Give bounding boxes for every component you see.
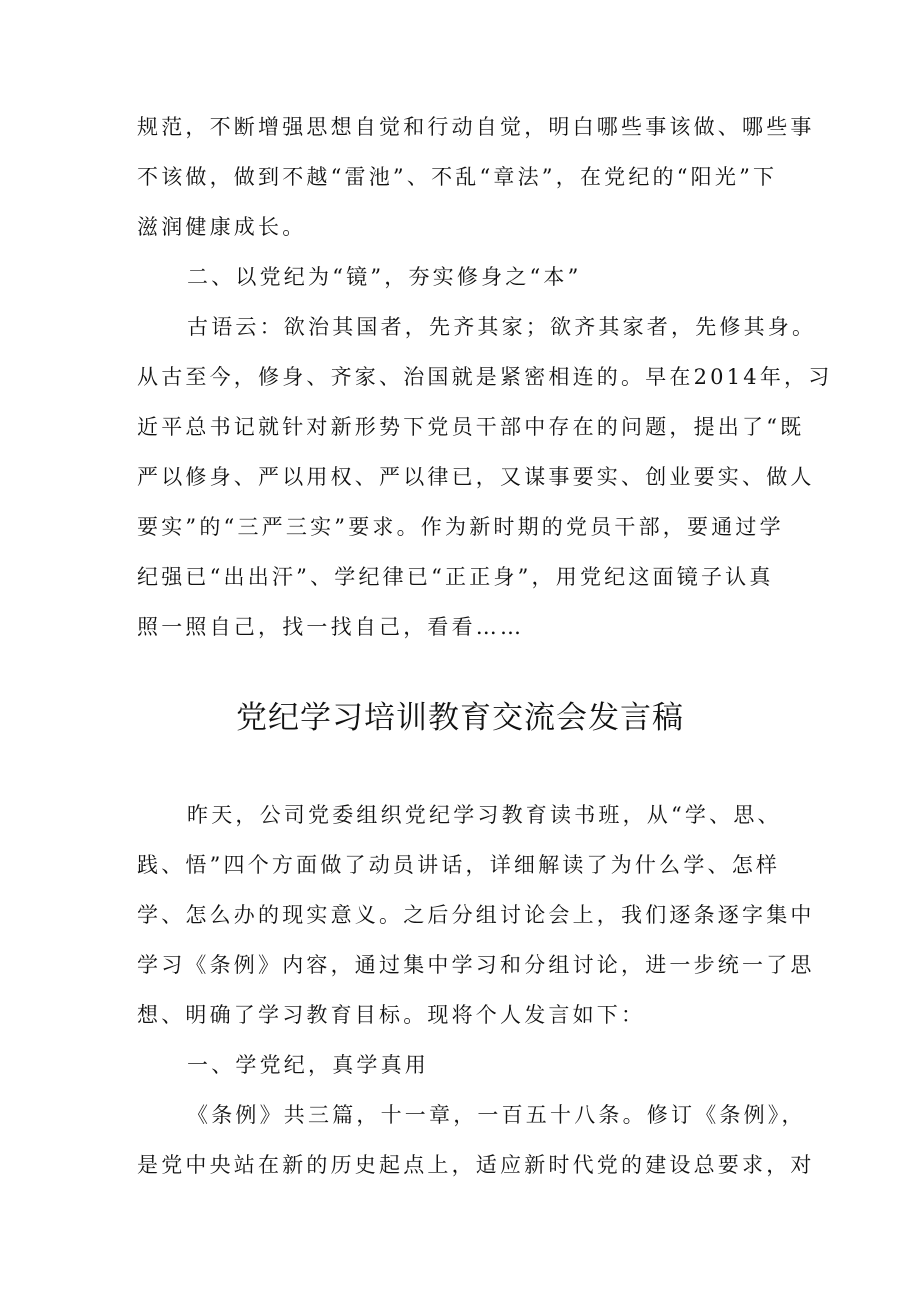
paragraph-line: 古语云：欲治其国者，先齐其家；欲齐其家者，先修其身。 xyxy=(187,315,817,339)
article-title: 党纪学习培训教育交流会发言稿 xyxy=(236,700,684,736)
paragraph-line: 纪强已“出出汗”、学纪律已“正正身”，用党纪这面镜子认真 xyxy=(137,565,774,589)
paragraph-line: 规范，不断增强思想自觉和行动自觉，明白哪些事该做、哪些事 xyxy=(137,115,815,139)
paragraph-line: 要实”的“三严三实”要求。作为新时期的党员干部，要通过学 xyxy=(137,515,784,539)
paragraph-line: 学、怎么办的现实意义。之后分组讨论会上，我们逐条逐字集中 xyxy=(137,903,815,927)
paragraph-line: 想、明确了学习教育目标。现将个人发言如下： xyxy=(137,1003,646,1027)
paragraph-line: 近平总书记就针对新形势下党员干部中存在的问题，提出了“既 xyxy=(137,415,805,439)
paragraph-line: 昨天，公司党委组织党纪学习教育读书班，从“学、思、 xyxy=(187,803,782,827)
paragraph-line: 滋润健康成长。 xyxy=(137,215,307,239)
paragraph-line: 《条例》共三篇，十一章，一百五十八条。修订《条例》， xyxy=(187,1103,806,1127)
paragraph-line: 是党中央站在新的历史起点上，适应新时代党的建设总要求，对 xyxy=(137,1153,815,1177)
paragraph-line: 学习《条例》内容，通过集中学习和分组讨论，进一步统一了思 xyxy=(137,953,815,977)
paragraph-line: 从古至今，修身、齐家、治国就是紧密相连的。早在2014年，习 xyxy=(137,365,833,389)
paragraph-line: 践、悟”四个方面做了动员讲话，详细解读了为什么学、怎样 xyxy=(137,853,781,877)
paragraph-line: 照一照自己，找一找自己，看看…… xyxy=(137,615,525,639)
paragraph-line: 不该做，做到不越“雷池”、不乱“章法”，在党纪的“阳光”下 xyxy=(137,165,778,189)
paragraph-line: 严以修身、严以用权、严以律已，又谋事要实、创业要实、做人 xyxy=(137,465,815,489)
section-heading: 二、以党纪为“镜”，夯实修身之“本” xyxy=(187,265,582,289)
section-heading: 一、学党纪，真学真用 xyxy=(187,1053,429,1077)
